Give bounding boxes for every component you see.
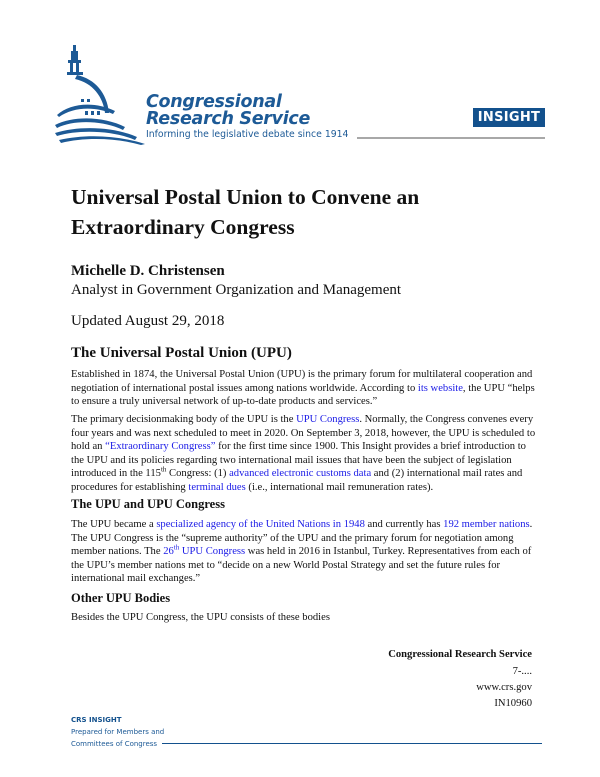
member-nations-link[interactable]: 192 member nations	[443, 519, 530, 530]
updated-date: Updated August 29, 2018	[71, 313, 225, 329]
link-text: 26	[163, 546, 174, 558]
text: , the UPU “helps to ensure a truly universal network of up-to-date products and services.”	[71, 382, 535, 408]
footer-page: 7-....	[512, 666, 532, 677]
prepared-line-2: Committees of Congress	[71, 740, 158, 748]
footer-report-id: IN10960	[494, 698, 532, 709]
superscript: th	[173, 543, 180, 552]
logo-wordmark	[146, 94, 310, 128]
author-name: Michelle D. Christensen	[71, 263, 225, 279]
capitol-dome-logo-icon	[55, 45, 147, 145]
header-rule	[357, 137, 545, 139]
logo-line-1: Congressional	[146, 92, 282, 112]
insight-badge: INSIGHT	[473, 108, 545, 127]
paragraph-3	[71, 518, 541, 586]
26th-upu-congress-link[interactable]	[163, 543, 246, 558]
author-title: Analyst in Government Organization and Management	[71, 282, 402, 298]
text: . The UPU Congress is the “supreme authority” of the UPU and the primary forum for negotiation among member nations. The	[71, 519, 533, 558]
footer-org: Congressional Research Service	[388, 649, 532, 660]
extraordinary-congress-link[interactable]: “Extraordinary Congress”	[105, 441, 216, 453]
text: Established in 1874, the Universal Postal Union (UPU) is the primary forum for multilateral cooperation and negotiation of international postal issues among nations worldwide. According to	[71, 369, 533, 394]
customs-data-link[interactable]: advanced electronic customs data	[229, 468, 372, 480]
logo-tagline: Informing the legislative debate since 1914	[146, 129, 349, 140]
section-heading-upu-congress: The UPU and UPU Congress	[71, 497, 225, 511]
its-website-link[interactable]: its website	[417, 382, 463, 394]
section-heading-other-bodies: Other UPU Bodies	[71, 591, 171, 605]
paragraph-2	[71, 413, 541, 495]
footer-website[interactable]: www.crs.gov	[476, 682, 532, 693]
text: (i.e., international mail remuneration rates).	[245, 481, 434, 493]
text: and currently has	[364, 519, 444, 530]
text: Congress: (1)	[166, 468, 230, 480]
prepared-line-1: Prepared for Members and	[71, 728, 165, 736]
section-heading-upu: The Universal Postal Union (UPU)	[71, 345, 292, 361]
text: The UPU became a	[71, 519, 157, 530]
text: for the first time since 1900. This Insight provides a brief introduction to the UPU and its policies regarding two international mail issues that have been the subject of legislation introduced in the 115	[71, 441, 526, 480]
prepared-for	[71, 726, 164, 750]
paragraph-1	[71, 368, 541, 409]
logo-line-2: Research Service	[146, 109, 311, 129]
crs-insight-label: CRS INSIGHT	[71, 716, 122, 724]
un-agency-link[interactable]: specialized agency of the United Nations in 1948	[156, 519, 365, 530]
paragraph-4: Besides the UPU Congress, the UPU consists of these bodies	[71, 612, 330, 623]
text: and (2) international mail rates and procedures for establishing	[71, 468, 523, 493]
upu-congress-link[interactable]: UPU Congress	[296, 414, 360, 425]
superscript: th	[160, 465, 167, 474]
footer-rule	[162, 743, 542, 744]
link-text: UPU Congress	[179, 546, 246, 558]
text: The primary decisionmaking body of the UPU is the	[71, 414, 297, 425]
terminal-dues-link[interactable]: terminal dues	[188, 481, 246, 493]
document-title: Universal Postal Union to Convene an Extraordinary Congress	[71, 185, 420, 239]
text: was held in 2016 in Istanbul, Turkey. Representatives from each of the UPU’s member nations met to “decide on a new World Postal Strategy and set the future rules for international mail exchanges.”	[71, 546, 532, 585]
text: . Normally, the Congress convenes every four years and was next scheduled to meet in 2020. On September 3, 2018, however, the UPU is scheduled to hold an	[71, 414, 536, 453]
